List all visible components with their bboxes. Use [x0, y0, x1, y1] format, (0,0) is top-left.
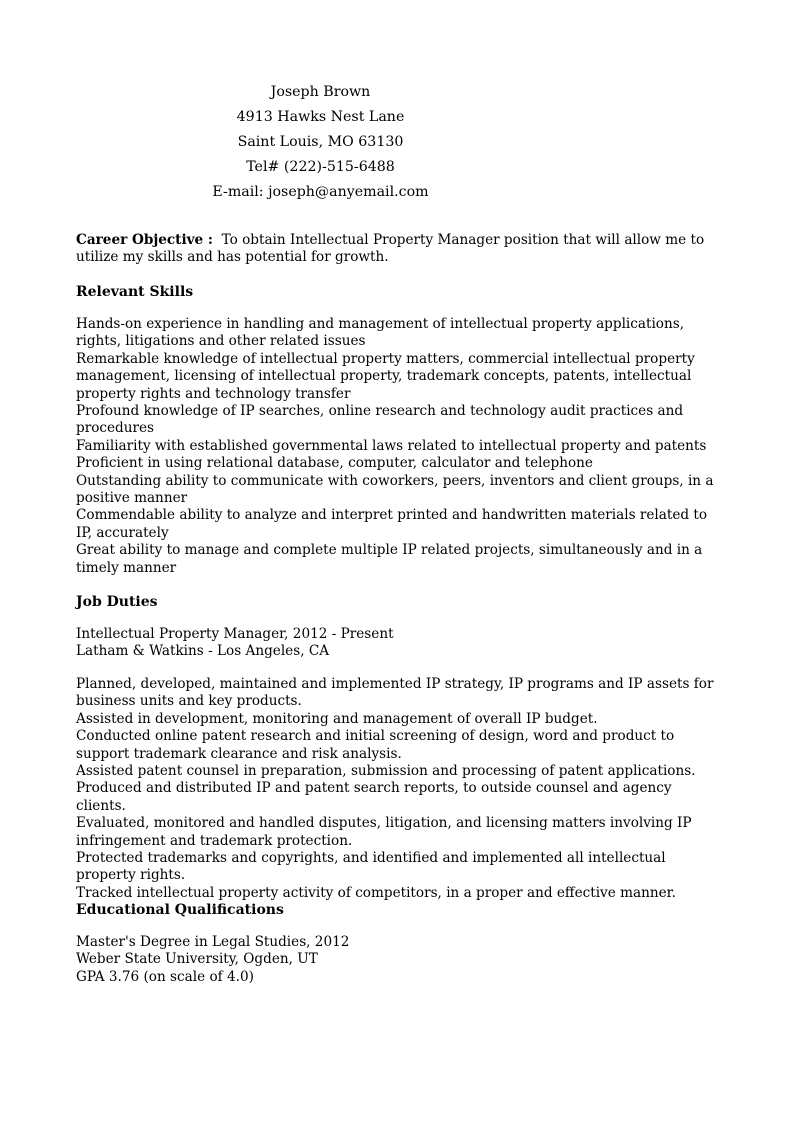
job-header — [76, 626, 716, 661]
education-degree: Master's Degree in Legal Studies, 2012 — [76, 934, 350, 950]
contact-city: Saint Louis, MO 63130 — [237, 134, 404, 150]
skill-item: Commendable ability to analyze and interpret printed and handwritten materials related to IP, accurately — [76, 507, 708, 541]
education-heading: Educational Qualifications — [76, 902, 284, 918]
skill-item: Great ability to manage and complete multiple IP related projects, simultaneously and in a timely manner — [76, 542, 703, 576]
skill-item: Profound knowledge of IP searches, online research and technology audit practices and procedures — [76, 403, 684, 437]
contact-name: Joseph Brown — [270, 84, 371, 100]
duty-item: Evaluated, monitored and handled disputes, litigation, and licensing matters involving IP infringement and trademark protection. — [76, 815, 692, 849]
career-objective-text: To obtain Intellectual Property Manager position that will allow me to utilize my skills and has potential for growth. — [76, 232, 705, 266]
skill-item: Proficient in using relational database, computer, calculator and telephone — [76, 455, 593, 472]
duty-item: Conducted online patent research and initial screening of design, word and product to support trademark clearance and risk analysis. — [76, 728, 675, 762]
education-details — [76, 934, 716, 986]
skill-item: Hands-on experience in handling and management of intellectual property applications, rights, litigations and other related issues — [76, 316, 685, 350]
duty-item: Produced and distributed IP and patent search reports, to outside counsel and agency clients. — [76, 780, 672, 814]
skill-item: Outstanding ability to communicate with coworkers, peers, inventors and client groups, in a positive manner — [76, 472, 714, 507]
duties-heading: Job Duties — [76, 594, 158, 610]
career-objective-label: Career Objective : — [76, 232, 213, 248]
skills-list — [76, 316, 716, 577]
duty-item: Planned, developed, maintained and implemented IP strategy, IP programs and IP assets for business units and key products. — [76, 676, 714, 710]
skill-item: Familiarity with established governmental laws related to intellectual property and patents — [76, 437, 707, 454]
duty-item: Tracked intellectual property activity of competitors, in a proper and effective manner. — [76, 884, 676, 901]
contact-phone: Tel# (222)-515-6488 — [246, 159, 395, 175]
education-gpa: GPA 3.76 (on scale of 4.0) — [76, 968, 254, 985]
job-employer: Latham & Watkins - Los Angeles, CA — [76, 643, 330, 660]
duty-item: Protected trademarks and copyrights, and identified and implemented all intellectual property rights. — [76, 850, 666, 884]
career-objective — [76, 232, 716, 267]
job-position: Intellectual Property Manager, 2012 - Present — [76, 626, 394, 642]
contact-address: 4913 Hawks Nest Lane — [236, 109, 405, 125]
duties-list — [76, 676, 716, 902]
skills-heading: Relevant Skills — [76, 284, 194, 300]
duty-item: Assisted patent counsel in preparation, submission and processing of patent applications. — [76, 763, 696, 780]
duty-item: Assisted in development, monitoring and management of overall IP budget. — [76, 710, 598, 727]
skill-item: Remarkable knowledge of intellectual property matters, commercial intellectual property management, licensing of intellectual property, trademark concepts, patents, intellectual property rights and technology transfer — [76, 350, 695, 402]
contact-header — [0, 80, 717, 205]
contact-email: E-mail: joseph@anyemail.com — [212, 184, 429, 200]
education-school: Weber State University, Ogden, UT — [76, 951, 318, 968]
